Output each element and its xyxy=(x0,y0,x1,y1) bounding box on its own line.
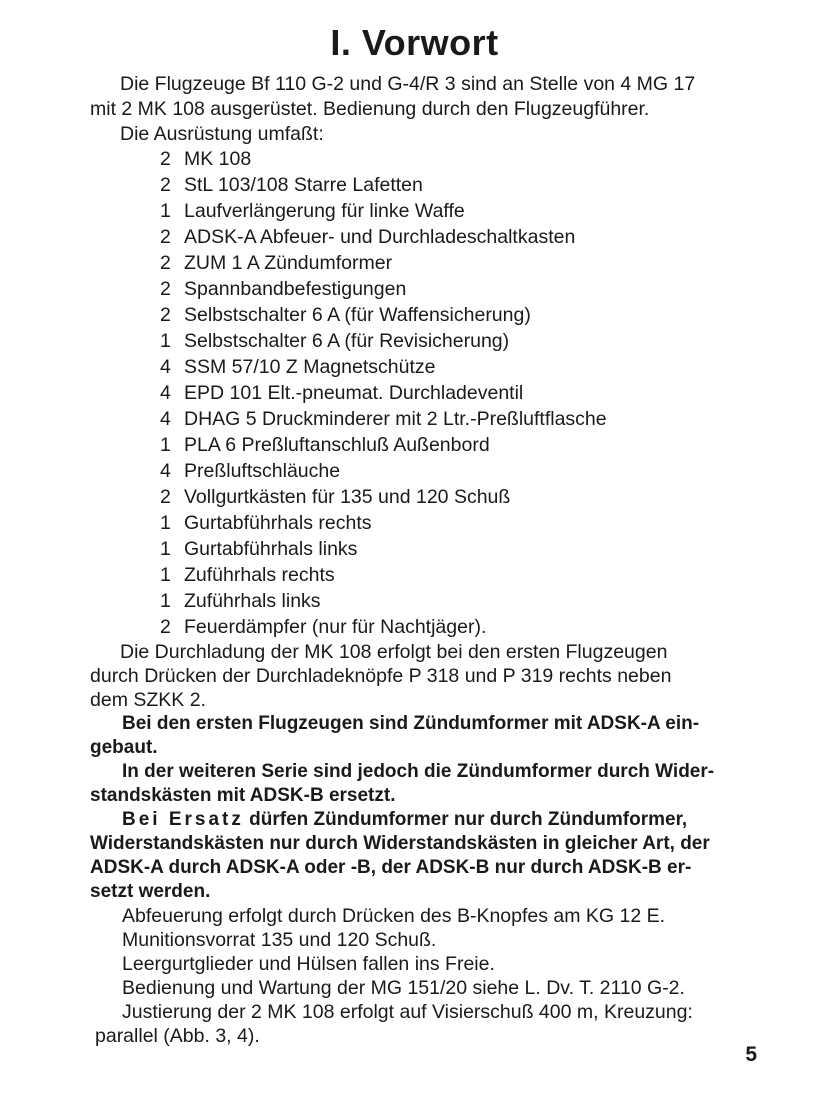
item-quantity: 2 xyxy=(160,616,171,638)
list-item xyxy=(160,199,465,223)
item-text: PLA 6 Preßluftanschluß Außenbord xyxy=(184,434,490,456)
list-item xyxy=(160,381,523,405)
item-text: Vollgurtkästen für 135 und 120 Schuß xyxy=(184,486,511,508)
item-quantity: 4 xyxy=(160,460,171,482)
item-quantity: 2 xyxy=(160,278,171,300)
item-text: ADSK-A Abfeuer- und Durchladeschaltkasten xyxy=(184,226,576,248)
list-item xyxy=(160,147,251,171)
item-text: Selbstschalter 6 A (für Revisicherung) xyxy=(184,330,510,352)
emphasis-text: Bei Ersatz xyxy=(122,809,244,830)
item-text: DHAG 5 Druckminderer mit 2 Ltr.-Preßluftflasche xyxy=(184,408,607,430)
intro-line: Die Ausrüstung umfaßt: xyxy=(120,123,324,145)
bold-paragraph-line xyxy=(122,808,687,832)
paragraph-line: Abfeuerung erfolgt durch Drücken des B-Knopfes am KG 12 E. xyxy=(122,905,666,927)
page-number: 5 xyxy=(745,1043,757,1066)
list-item xyxy=(160,511,372,535)
item-text: Spannbandbefestigungen xyxy=(184,278,407,300)
item-text: Selbstschalter 6 A (für Waffensicherung) xyxy=(184,304,531,326)
item-quantity: 2 xyxy=(160,174,171,196)
item-text: Preßluftschläuche xyxy=(184,460,341,482)
intro-line: mit 2 MK 108 ausgerüstet. Bedienung durch den Flugzeugführer. xyxy=(90,98,650,120)
list-item xyxy=(160,251,392,275)
item-quantity: 2 xyxy=(160,486,171,508)
item-text: SSM 57/10 Z Magnetschütze xyxy=(184,356,436,378)
bold-paragraph-line: setzt werden. xyxy=(90,881,211,902)
paragraph-line: durch Drücken der Durchladeknöpfe P 318 und P 319 rechts neben xyxy=(90,665,672,687)
paragraph-line: parallel (Abb. 3, 4). xyxy=(95,1025,260,1047)
item-text: EPD 101 Elt.-pneumat. Durchladeventil xyxy=(184,382,524,404)
item-quantity: 1 xyxy=(160,538,171,560)
item-text: MK 108 xyxy=(184,148,252,170)
item-quantity: 4 xyxy=(160,356,171,378)
list-item xyxy=(160,459,340,483)
item-quantity: 4 xyxy=(160,382,171,404)
list-item xyxy=(160,355,435,379)
item-quantity: 2 xyxy=(160,252,171,274)
list-item xyxy=(160,615,486,639)
bold-paragraph-line: standskästen mit ADSK-B ersetzt. xyxy=(90,785,396,806)
list-item xyxy=(160,173,423,197)
item-text: StL 103/108 Starre Lafetten xyxy=(184,174,423,196)
item-text: Zuführhals links xyxy=(184,590,321,612)
paragraph-line: Leergurtglieder und Hülsen fallen ins Freie. xyxy=(122,953,495,975)
list-item xyxy=(160,589,321,613)
list-item xyxy=(160,433,490,457)
item-quantity: 4 xyxy=(160,408,171,430)
item-text: Feuerdämpfer (nur für Nachtjäger). xyxy=(184,616,487,638)
paragraph-line: Munitionsvorrat 135 und 120 Schuß. xyxy=(122,929,437,951)
item-quantity: 2 xyxy=(160,226,171,248)
item-quantity: 1 xyxy=(160,512,171,534)
list-item xyxy=(160,563,335,587)
item-quantity: 2 xyxy=(160,304,171,326)
list-item xyxy=(160,485,510,509)
item-quantity: 1 xyxy=(160,434,171,456)
intro-line: Die Flugzeuge Bf 110 G-2 und G-4/R 3 sind an Stelle von 4 MG 17 xyxy=(120,73,696,95)
paragraph-line: dem SZKK 2. xyxy=(90,689,206,711)
bold-paragraph-line: Widerstandskästen nur durch Widerstandskästen in gleicher Art, der xyxy=(90,833,710,854)
item-text: Gurtabführhals rechts xyxy=(184,512,372,534)
bold-paragraph-line: In der weiteren Serie sind jedoch die Zündumformer durch Wider- xyxy=(122,761,715,782)
paragraph-line: Die Durchladung der MK 108 erfolgt bei den ersten Flugzeugen xyxy=(120,641,668,663)
list-item xyxy=(160,329,509,353)
paragraph-line: Bedienung und Wartung der MG 151/20 siehe L. Dv. T. 2110 G-2. xyxy=(122,977,685,999)
list-item xyxy=(160,407,607,431)
item-text: Laufverlängerung für linke Waffe xyxy=(184,200,465,222)
list-item xyxy=(160,277,406,301)
page-title: I. Vorwort xyxy=(330,22,499,63)
paragraph-text: dürfen Zündumformer nur durch Zündumformer, xyxy=(243,809,688,830)
paragraph-line: Justierung der 2 MK 108 erfolgt auf Visierschuß 400 m, Kreuzung: xyxy=(122,1001,693,1023)
bold-paragraph-line: ADSK-A durch ADSK-A oder -B, der ADSK-B nur durch ADSK-B er- xyxy=(90,857,692,878)
list-item xyxy=(160,537,357,561)
list-item xyxy=(160,303,531,327)
bold-paragraph-line: Bei den ersten Flugzeugen sind Zündumformer mit ADSK-A ein- xyxy=(122,713,700,734)
item-text: ZUM 1 A Zündumformer xyxy=(184,252,393,274)
list-item xyxy=(160,225,575,249)
bold-paragraph-line: gebaut. xyxy=(90,737,158,758)
item-text: Zuführhals rechts xyxy=(184,564,335,586)
item-text: Gurtabführhals links xyxy=(184,538,358,560)
item-quantity: 1 xyxy=(160,564,171,586)
item-quantity: 1 xyxy=(160,590,171,612)
item-quantity: 2 xyxy=(160,148,171,170)
item-quantity: 1 xyxy=(160,200,171,222)
item-quantity: 1 xyxy=(160,330,171,352)
